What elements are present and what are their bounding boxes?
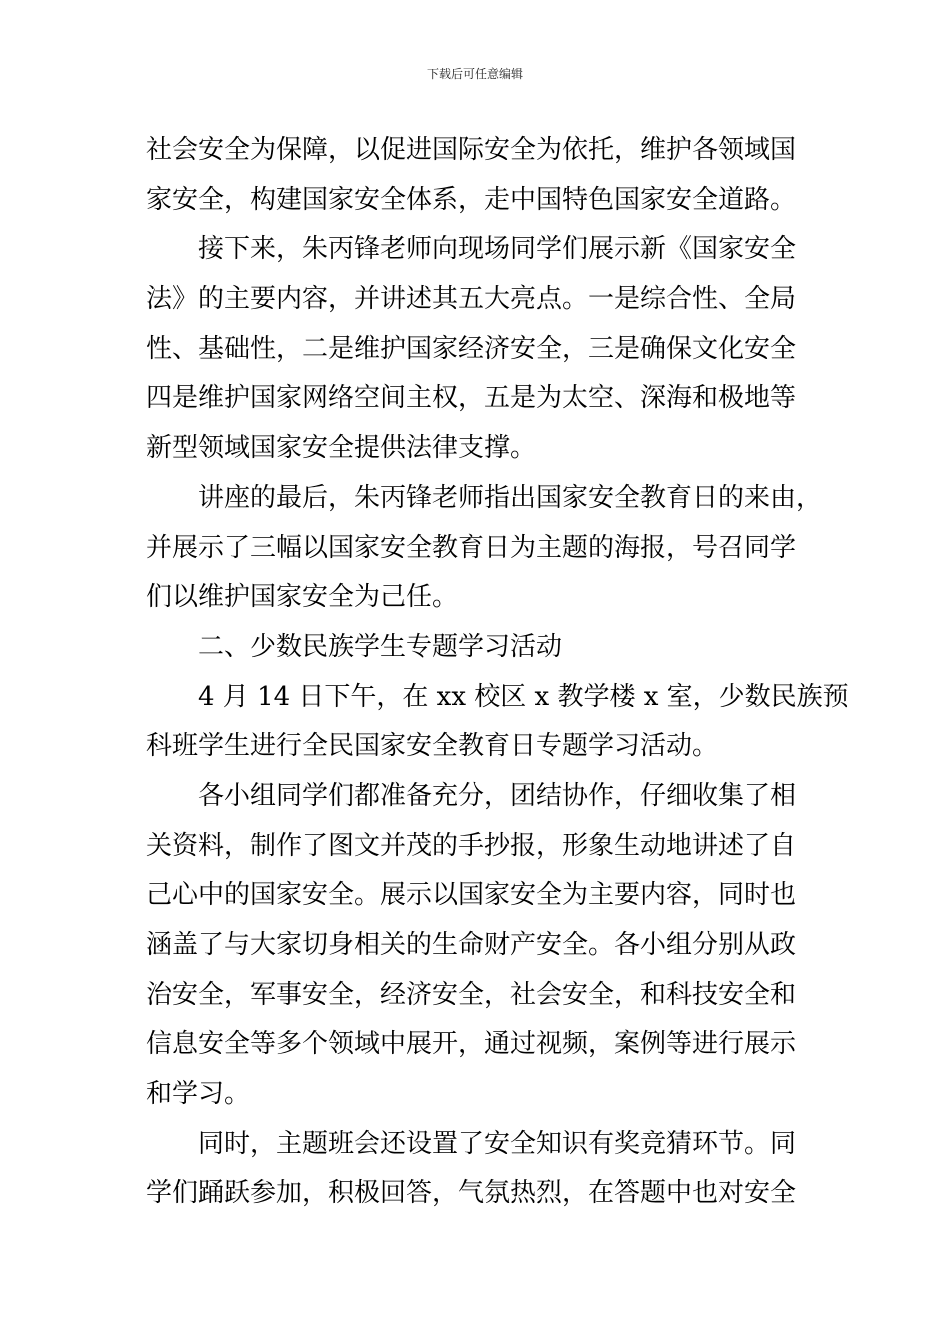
text-line: 科班学生进行全民国家安全教育日专题学习活动。 <box>146 731 719 762</box>
page-header: 下载后可任意编辑 <box>426 67 523 81</box>
text-line: 性、基础性，二是维护国家经济安全，三是确保文化安全 <box>146 333 797 364</box>
text-line: 关资料，制作了图文并茂的手抄报，形象生动地讲述了自 <box>146 830 797 861</box>
text-line: 己心中的国家安全。展示以国家安全为主要内容，同时也 <box>146 880 797 911</box>
text-line: 社会安全为保障，以促进国际安全为依托，维护各领域国 <box>146 135 797 165</box>
text-line: 四是维护国家网络空间主权，五是为太空、深海和极地等 <box>146 383 797 414</box>
text-line: 法》的主要内容，并讲述其五大亮点。一是综合性、全局 <box>146 284 797 315</box>
text-line: 和学习。 <box>146 1079 251 1110</box>
text-line: 同时，主题班会还设置了安全知识有奖竞猜环节。同 <box>198 1128 797 1159</box>
text-line: 各小组同学们都准备充分，团结协作，仔细收集了相 <box>198 780 797 811</box>
text-line: 并展示了三幅以国家安全教育日为主题的海报，号召同学 <box>146 532 797 563</box>
text-line: 接下来，朱丙锋老师向现场同学们展示新《国家安全 <box>198 234 797 265</box>
text-line: 家安全，构建国家安全体系，走中国特色国家安全道路。 <box>146 184 797 215</box>
text-line: 治安全，军事安全，经济安全，社会安全，和科技安全和 <box>146 979 797 1010</box>
document-body <box>146 126 849 1219</box>
text-line: 新型领域国家安全提供法律支撑。 <box>146 433 537 464</box>
text-line: 4 月 14 日下午，在 xx 校区 x 教学楼 x 室，少数民族预 <box>198 681 849 712</box>
section-heading: 二、少数民族学生专题学习活动 <box>198 631 563 662</box>
text-line: 信息安全等多个领域中展开，通过视频，案例等进行展示 <box>146 1029 797 1060</box>
text-line: 讲座的最后，朱丙锋老师指出国家安全教育日的来由， <box>198 482 823 513</box>
text-line: 涵盖了与大家切身相关的生命财产安全。各小组分别从政 <box>146 930 797 960</box>
text-line: 们以维护国家安全为己任。 <box>146 582 459 613</box>
text-line: 学们踊跃参加，积极回答，气氛热烈，在答题中也对安全 <box>146 1178 797 1209</box>
